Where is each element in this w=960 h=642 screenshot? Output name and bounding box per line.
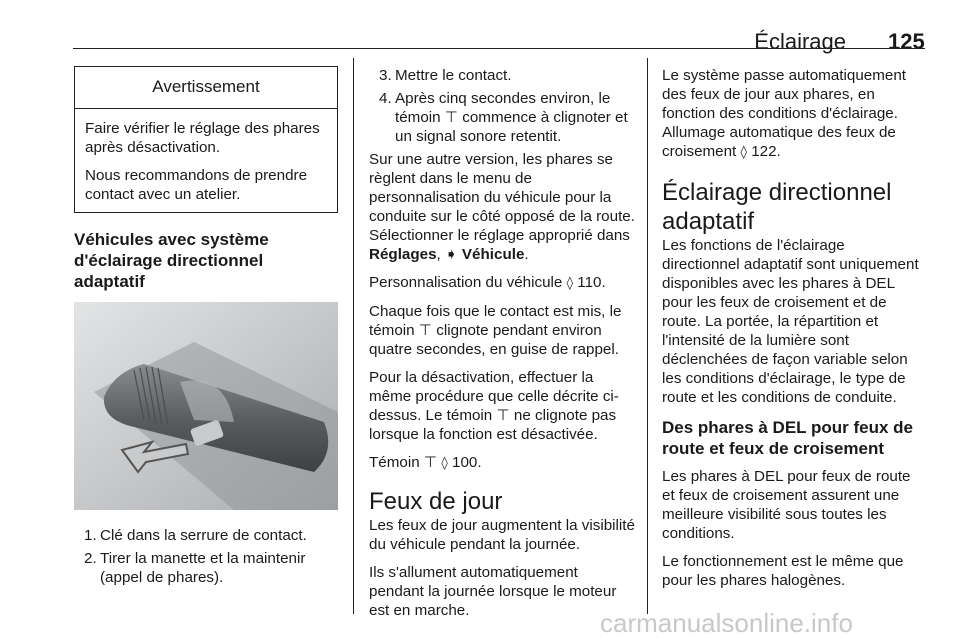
paragraph: Pour la désactivation, effectuer la même procédure que celle décrite ci-dessus. Le témoin ⊤ ne clignote pas lorsque la fonction est désactivée. <box>369 369 619 443</box>
instruction-list <box>369 66 635 146</box>
column-divider <box>647 58 648 614</box>
sub-heading: Des phares à DEL pour feux de route et feux de croisement <box>662 418 913 458</box>
warning-box <box>74 66 338 213</box>
watermark: carmanualsonline.info <box>600 608 853 638</box>
paragraph: Les phares à DEL pour feux de route et feux de croisement assurent une meilleure visibilité sous toutes les conditions. <box>662 468 911 542</box>
paragraph: Personnalisation du véhicule ◊ 110. <box>369 274 606 291</box>
paragraph: Le fonctionnement est le même que pour les phares halogènes. <box>662 553 904 589</box>
warning-text: Faire vérifier le réglage des phares après désactivation. <box>85 120 320 156</box>
page-number: 125 <box>888 29 925 54</box>
header-rule <box>73 48 925 49</box>
list-item: 4. Après cinq secondes environ, le témoin ⊤ commence à clignoter et un signal sonore retentit. <box>379 90 628 145</box>
page-ref-icon: ◊ <box>566 276 574 291</box>
instruction-list <box>74 526 338 587</box>
list-item: 1. Clé dans la serrure de contact. <box>84 527 307 544</box>
column-3 <box>662 66 926 599</box>
paragraph: Le système passe automatiquement des feux de jour aux phares, en fonction des conditions d'éclairage. Allumage automatique des feux de croisement ◊ 122. <box>662 67 906 160</box>
page-ref-icon: ◊ <box>740 145 747 160</box>
warning-text: Nous recommandons de prendre contact avec un atelier. <box>85 167 308 203</box>
header-title: Éclairage <box>754 29 846 54</box>
warning-title: Avertissement <box>75 67 337 109</box>
page-ref-icon: ◊ <box>441 456 448 471</box>
section-heading: Feux de jour <box>369 488 503 515</box>
lighting-stalk-photo <box>74 302 338 510</box>
paragraph: Chaque fois que le contact est mis, le témoin ⊤ clignote pendant environ quatre secondes, en guise de rappel. <box>369 303 622 358</box>
column-1 <box>74 66 338 591</box>
paragraph: Témoin ⊤ ◊ 100. <box>369 454 482 471</box>
paragraph: Ils s'allument automatiquement pendant la journée lorsque le moteur est en marche. <box>369 564 617 619</box>
list-item: 2. Tirer la manette et la maintenir (appel de phares). <box>84 550 306 586</box>
paragraph: Les feux de jour augmentent la visibilité du véhicule pendant la journée. <box>369 517 635 553</box>
paragraph: Sur une autre version, les phares se règlent dans le menu de personnalisation du véhicule pour la conduite sur le côté opposé de la route. Sélectionner le réglage approprié dans Réglages, ➧ Véhicule. <box>369 151 635 263</box>
column-divider <box>353 58 354 614</box>
list-item: 3. Mettre le contact. <box>379 67 512 84</box>
paragraph: Les fonctions de l'éclairage directionnel adaptatif sont uniquement disponibles avec les phares à DEL pour les feux de croisement et de route. La portée, la répartition et l'intensité de la lumière sont déclenchées de façon variable selon les conditions d'éclairage, le type de route et les conditions de conduite. <box>662 237 919 406</box>
column-2 <box>369 66 635 629</box>
section-heading: Véhicules avec système d'éclairage directionnel adaptatif <box>74 230 269 291</box>
section-heading: Éclairage directionnel adaptatif <box>662 179 892 235</box>
